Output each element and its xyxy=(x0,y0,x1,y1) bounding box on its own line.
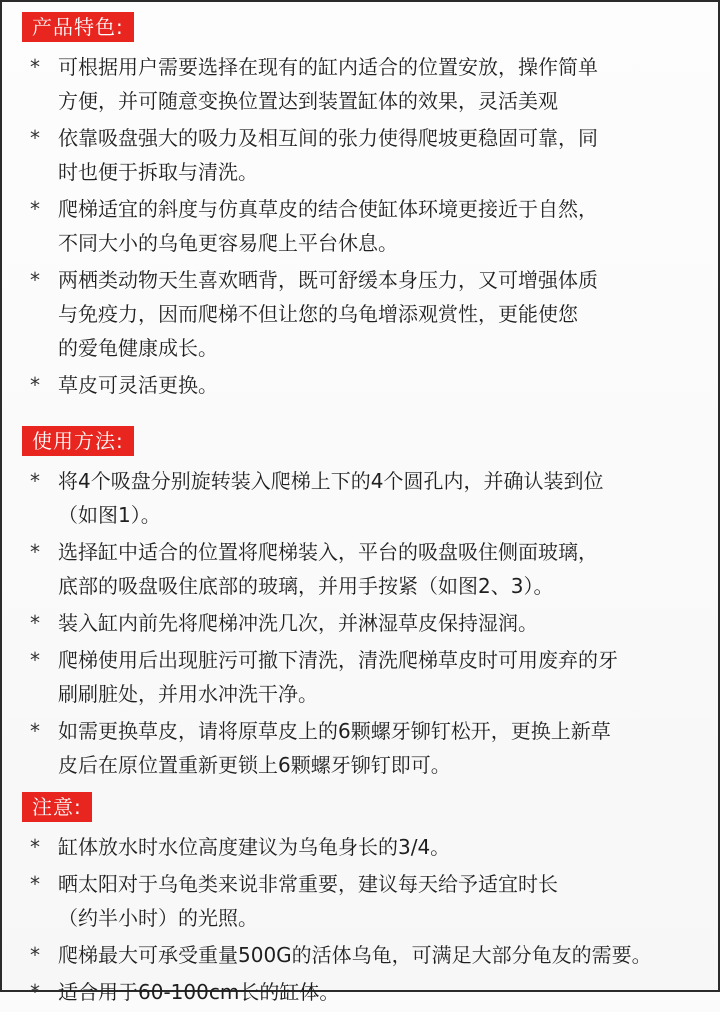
section-usage xyxy=(2,426,718,785)
item-line: 与免疫力，因而爬梯不但让您的乌龟增添观赏性，更能使您 xyxy=(58,302,578,326)
item-line: 皮后在原位置重新更锁上6颗螺牙铆钉即可。 xyxy=(58,753,451,777)
bullet-star-icon: * xyxy=(30,55,40,79)
bullet-star-icon: * xyxy=(30,268,40,292)
bullet-star-icon: * xyxy=(30,611,40,635)
bullet-star-icon: * xyxy=(30,872,40,896)
section-heading: 注意: xyxy=(22,792,92,822)
list-item xyxy=(2,867,718,935)
list-item xyxy=(2,464,718,532)
item-line: 适合用于60-100cm长的缸体。 xyxy=(58,980,340,1004)
notes-list xyxy=(2,830,718,1009)
item-line: 缸体放水时水位高度建议为乌龟身长的3/4。 xyxy=(58,835,451,859)
item-line: 底部的吸盘吸住底部的玻璃，并用手按紧（如图2、3）。 xyxy=(58,574,554,598)
item-line: 刷刷脏处，并用水冲洗干净。 xyxy=(58,682,318,706)
section-notes xyxy=(2,792,718,1012)
item-line: 爬梯最大可承受重量500G的活体乌龟，可满足大部分龟友的需要。 xyxy=(58,943,652,967)
section-heading: 使用方法: xyxy=(22,426,134,456)
section-heading: 产品特色: xyxy=(22,12,134,42)
bullet-star-icon: * xyxy=(30,126,40,150)
item-line: 将4个吸盘分别旋转装入爬梯上下的4个圆孔内，并确认装到位 xyxy=(58,469,604,493)
bullet-star-icon: * xyxy=(30,648,40,672)
item-line: 依靠吸盘强大的吸力及相互间的张力使得爬坡更稳固可靠，同 xyxy=(58,126,598,150)
item-line: 装入缸内前先将爬梯冲洗几次，并淋湿草皮保持湿润。 xyxy=(58,611,538,635)
list-item xyxy=(2,50,718,118)
bullet-star-icon: * xyxy=(30,835,40,859)
features-list xyxy=(2,50,718,402)
item-line: 可根据用户需要选择在现有的缸内适合的位置安放，操作简单 xyxy=(58,55,598,79)
item-line: 如需更换草皮，请将原草皮上的6颗螺牙铆钉松开，更换上新草 xyxy=(58,719,611,743)
list-item xyxy=(2,938,718,972)
item-line: （如图1）。 xyxy=(58,503,161,527)
item-line: （约半小时）的光照。 xyxy=(58,906,258,930)
list-item xyxy=(2,606,718,640)
item-line: 爬梯适宜的斜度与仿真草皮的结合使缸体环境更接近于自然， xyxy=(58,197,598,221)
list-item xyxy=(2,830,718,864)
bullet-star-icon: * xyxy=(30,469,40,493)
list-item xyxy=(2,121,718,189)
item-line: 方便，并可随意变换位置达到装置缸体的效果，灵活美观 xyxy=(58,89,558,113)
item-line: 草皮可灵活更换。 xyxy=(58,373,218,397)
item-line: 爬梯使用后出现脏污可撤下清洗，清洗爬梯草皮时可用废弃的牙 xyxy=(58,648,618,672)
item-line: 的爱龟健康成长。 xyxy=(58,336,218,360)
list-item xyxy=(2,975,718,1009)
item-line: 时也便于拆取与清洗。 xyxy=(58,160,258,184)
item-line: 不同大小的乌龟更容易爬上平台休息。 xyxy=(58,231,398,255)
section-features xyxy=(2,12,718,405)
list-item xyxy=(2,714,718,782)
bullet-star-icon: * xyxy=(30,943,40,967)
list-item xyxy=(2,192,718,260)
list-item xyxy=(2,535,718,603)
bullet-star-icon: * xyxy=(30,540,40,564)
item-line: 晒太阳对于乌龟类来说非常重要，建议每天给予适宜时长 xyxy=(58,872,558,896)
item-line: 两栖类动物天生喜欢晒背，既可舒缓本身压力，又可增强体质 xyxy=(58,268,598,292)
bullet-star-icon: * xyxy=(30,373,40,397)
list-item xyxy=(2,643,718,711)
list-item xyxy=(2,368,718,402)
bullet-star-icon: * xyxy=(30,980,40,1004)
list-item xyxy=(2,263,718,365)
bullet-star-icon: * xyxy=(30,197,40,221)
item-line: 选择缸中适合的位置将爬梯装入，平台的吸盘吸住侧面玻璃， xyxy=(58,540,598,564)
usage-list xyxy=(2,464,718,782)
bullet-star-icon: * xyxy=(30,719,40,743)
